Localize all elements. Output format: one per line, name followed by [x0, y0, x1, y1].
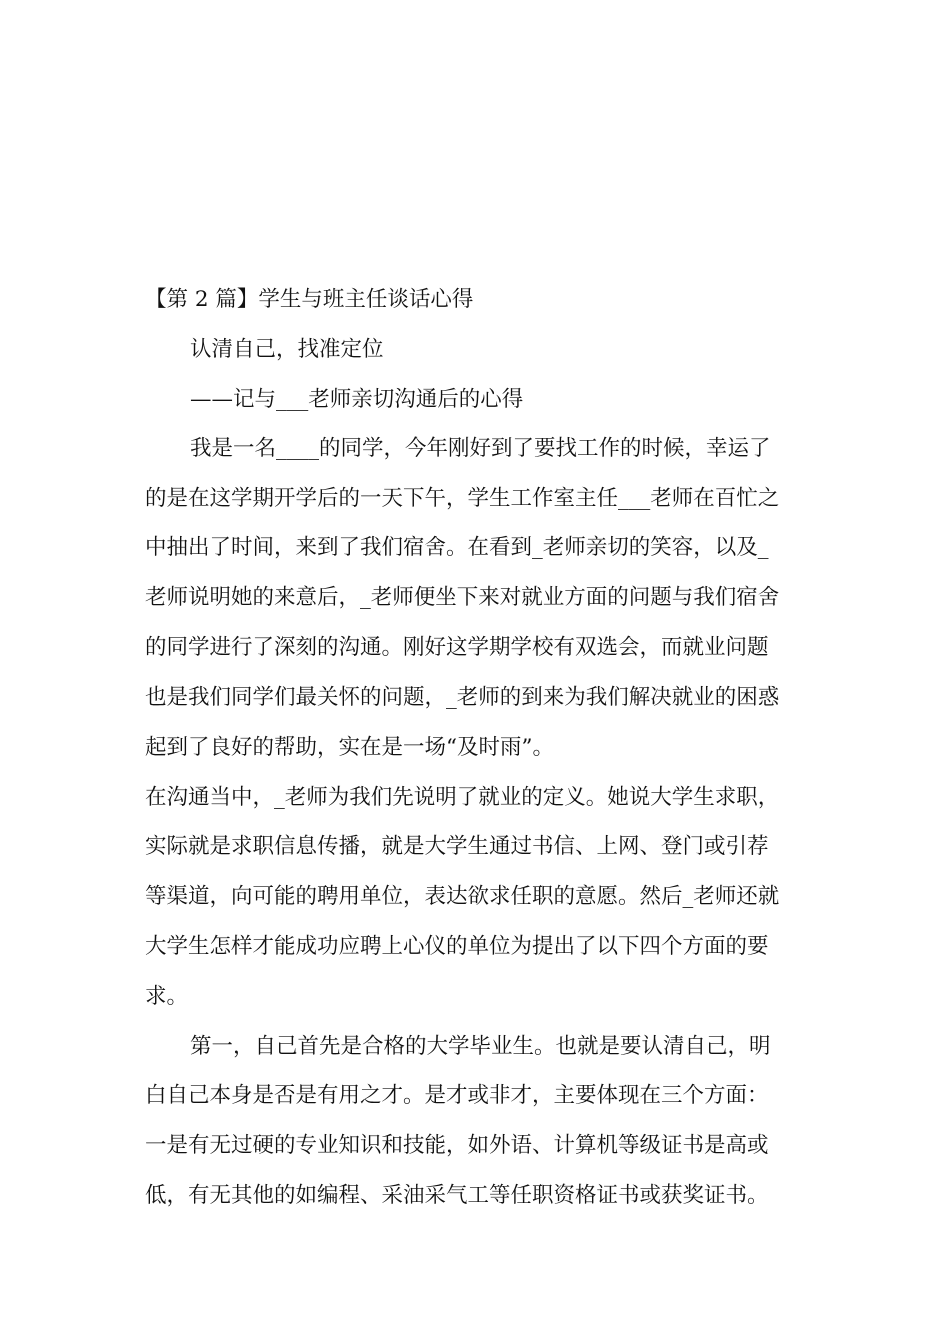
- paragraph-line: 在沟通当中，_老师为我们先说明了就业的定义。她说大学生求职，: [145, 785, 780, 810]
- paragraph-line: 起到了良好的帮助，实在是一场“及时雨”。: [145, 735, 554, 760]
- paragraph-line: 实际就是求职信息传播，就是大学生通过书信、上网、登门或引荐: [145, 834, 769, 859]
- paragraph-line: 中抽出了时间，来到了我们宿舍。在看到_老师亲切的笑容，以及_: [145, 535, 769, 560]
- paragraph-line: 白自己本身是否是有用之才。是才或非才，主要体现在三个方面：: [145, 1083, 769, 1108]
- paragraph-line: 我是一名____的同学，今年刚好到了要找工作的时候，幸运了: [190, 436, 771, 461]
- paragraph-line: 一是有无过硬的专业知识和技能，如外语、计算机等级证书是高或: [145, 1133, 769, 1158]
- document-heading: 【第 2 篇】学生与班主任谈话心得: [145, 287, 474, 312]
- paragraph-line: 的是在这学期开学后的一天下午，学生工作室主任___老师在百忙之: [145, 486, 780, 511]
- paragraph-line: 低，有无其他的如编程、采油采气工等任职资格证书或获奖证书。: [145, 1183, 769, 1208]
- document-byline: ——记与___老师亲切沟通后的心得: [190, 387, 524, 412]
- paragraph-line: 大学生怎样才能成功应聘上心仪的单位为提出了以下四个方面的要: [145, 934, 769, 959]
- paragraph-line: 等渠道，向可能的聘用单位，表达欲求任职的意愿。然后_老师还就: [145, 884, 780, 909]
- paragraph-line: 老师说明她的来意后，_老师便坐下来对就业方面的问题与我们宿舍: [145, 585, 780, 610]
- paragraph-line: 的同学进行了深刻的沟通。刚好这学期学校有双选会，而就业问题: [145, 635, 769, 660]
- paragraph-line: 也是我们同学们最关怀的问题，_老师的到来为我们解决就业的困惑: [145, 685, 780, 710]
- paragraph-line: 第一，自己首先是合格的大学毕业生。也就是要认清自己，明: [190, 1034, 771, 1059]
- paragraph-line: 求。: [145, 984, 189, 1009]
- document-subtitle: 认清自己，找准定位: [190, 337, 384, 362]
